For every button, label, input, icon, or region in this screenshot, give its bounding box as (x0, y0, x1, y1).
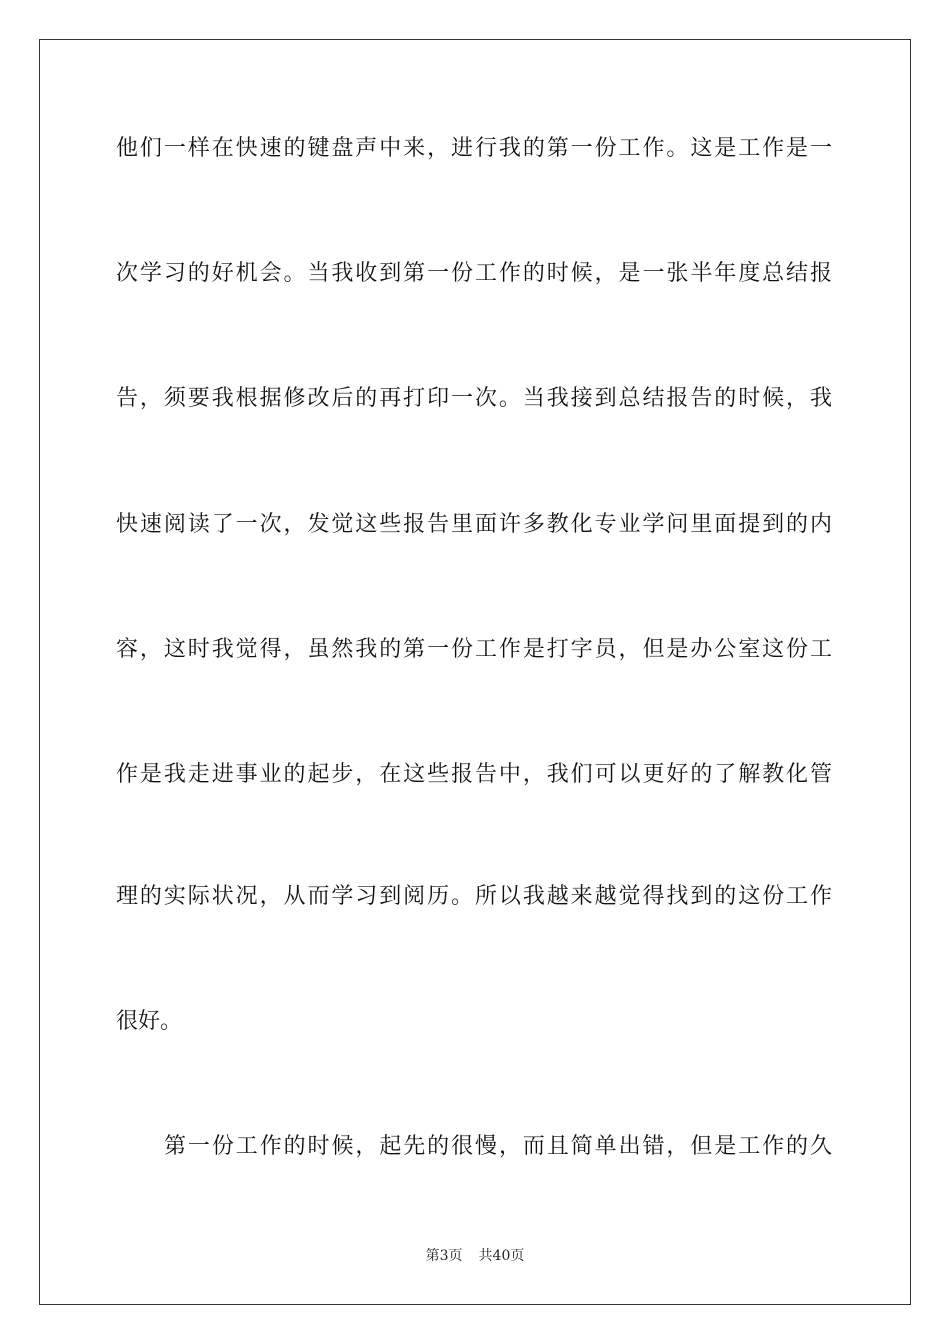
page-total: 共40页 (478, 1248, 525, 1264)
text-line: 次学习的好机会。当我收到第一份工作的时候，是一张半年度总结报 (116, 261, 832, 286)
text-line: 容，这时我觉得，虽然我的第一份工作是打字员，但是办公室这份工 (116, 637, 832, 662)
page-number: 第3页 (425, 1248, 463, 1264)
text-line: 快速阅读了一次，发觉这些报告里面许多教化专业学问里面提到的内 (116, 512, 832, 537)
page-border (39, 39, 911, 1305)
page-footer (0, 1246, 950, 1266)
paragraph-start-line: 第一份工作的时候，起先的很慢，而且简单出错，但是工作的久 (164, 1134, 832, 1159)
text-line: 作是我走进事业的起步，在这些报告中，我们可以更好的了解教化管 (116, 762, 832, 787)
text-line: 很好。 (116, 1009, 183, 1034)
text-line: 理的实际状况，从而学习到阅历。所以我越来越觉得找到的这份工作 (116, 884, 832, 909)
text-line: 告，须要我根据修改后的再打印一次。当我接到总结报告的时候，我 (116, 386, 832, 411)
text-line: 他们一样在快速的键盘声中来，进行我的第一份工作。这是工作是一 (116, 136, 832, 161)
